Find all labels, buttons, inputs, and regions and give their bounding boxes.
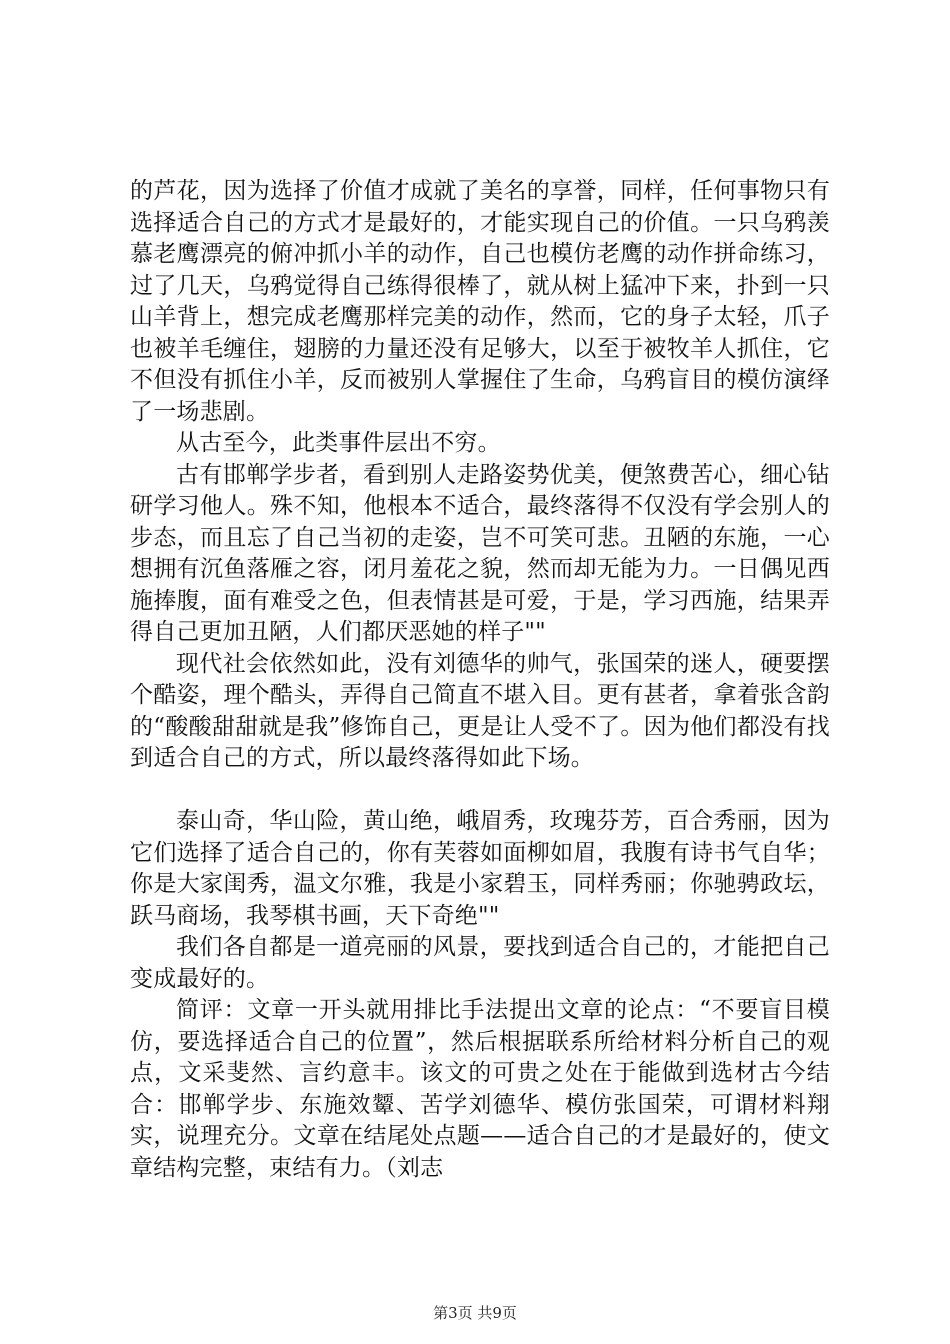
paragraph: 我们各自都是一道亮丽的风景，要找到适合自己的，才能把自己变成最好的。 [130, 934, 830, 992]
paragraph-continued: 的芦花，因为选择了价值才成就了美名的享誉，同样，任何事物只有选择适合自己的方式才是最好的，才能实现自己的价值。一只乌鸦羡慕老鹰漂亮的俯冲抓小羊的动作，自己也模仿老鹰的动作拼命练习，过了几天，乌鸦觉得自己练得很棒了，就从树上猛冲下来，扑到一只山羊背上，想完成老鹰那样完美的动作，然而，它的身子太轻，爪子也被羊毛缠住，翅膀的力量还没有足够大，以至于被牧羊人抓住，它不但没有抓住小羊，反而被别人掌握住了生命，乌鸦盲目的模仿演绎了一场悲剧。 [130, 178, 830, 425]
document-body [130, 176, 830, 1184]
review-paragraph: 简评：文章一开头就用排比手法提出文章的论点：“不要盲目模仿，要选择适合自己的位置”，然后根据联系所给材料分析自己的观点，文采斐然、言约意丰。该文的可贵之处在于能做到选材古今结合：邯郸学步、东施效颦、苦学刘德华、模仿张国荣，可谓材料翔实，说理充分。文章在结尾处点题——适合自己的才是最好的，使文章结构完整，束结有力。（刘志 [130, 997, 830, 1181]
paragraph: 古有邯郸学步者，看到别人走路姿势优美，便煞费苦心，细心钻研学习他人。殊不知，他根本不适合，最终落得不仅没有学会别人的步态，而且忘了自己当初的走姿，岂不可笑可悲。丑陋的东施，一心想拥有沉鱼落雁之容，闭月羞花之貌，然而却无能为力。一日偶见西施捧腹，面有难受之色，但表情甚是可爱，于是，学习西施，结果弄得自己更加丑陋，人们都厌恶她的样子"" [130, 461, 830, 645]
page-footer: 第3页 共9页 [433, 1304, 517, 1322]
paragraph: 从古至今，此类事件层出不穷。 [176, 430, 501, 456]
paragraph: 现代社会依然如此，没有刘德华的帅气，张国荣的迷人，硬要摆个酷姿，理个酷头，弄得自己简直不堪入目。更有甚者，拿着张含韵的“酸酸甜甜就是我”修饰自己，更是让人受不了。因为他们都没有找到适合自己的方式，所以最终落得如此下场。 [130, 650, 830, 771]
blank-line [130, 775, 830, 807]
paragraph: 泰山奇，华山险，黄山绝，峨眉秀，玫瑰芬芳，百合秀丽，因为它们选择了适合自己的，你有芙蓉如面柳如眉，我腹有诗书气自华；你是大家闺秀，温文尔雅，我是小家碧玉，同样秀丽；你驰骋政坛，跃马商场，我琴棋书画，天下奇绝"" [130, 808, 830, 929]
